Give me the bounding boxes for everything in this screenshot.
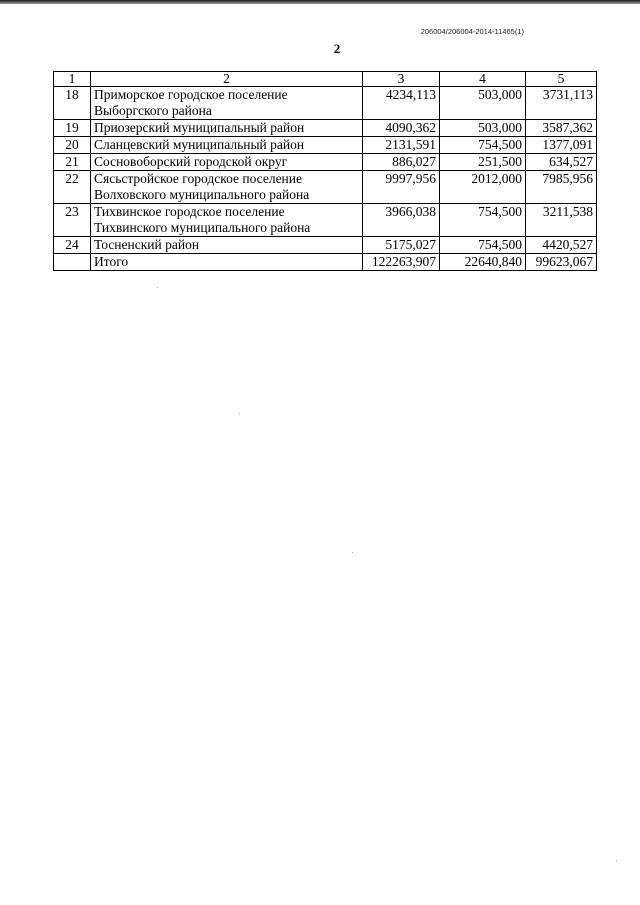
column-header-2: 2 [91,72,363,87]
total-value-3: 122263,907 [363,254,440,271]
column-header-4: 4 [440,72,526,87]
row-name-line: Приморское городское поселение [94,87,288,102]
row-name-line: Сланцевский муниципальный район [94,137,305,152]
row-value-3: 886,027 [363,154,440,171]
row-value-3: 4090,362 [363,120,440,137]
row-value-4: 503,000 [440,87,526,120]
table-row [54,87,597,120]
table-row [54,204,597,237]
table-row [54,154,597,171]
table-header-row [54,72,597,87]
row-name-line: Тосненский район [94,237,200,252]
column-header-1: 1 [54,72,91,87]
table-row [54,137,597,154]
row-value-3: 4234,113 [363,87,440,120]
scan-speck [239,413,240,414]
row-value-5: 1377,091 [526,137,597,154]
row-number: 19 [54,120,91,137]
scan-speck [616,860,617,861]
row-name [91,171,363,204]
row-number: 23 [54,204,91,237]
row-number: 20 [54,137,91,154]
table-total-row [54,254,597,271]
row-value-5: 634,527 [526,154,597,171]
row-number: 22 [54,171,91,204]
row-value-3: 3966,038 [363,204,440,237]
column-header-5: 5 [526,72,597,87]
row-name-line: Приозерский муниципальный район [94,120,305,135]
row-name-line: Выборгского района [94,103,212,118]
row-number: 18 [54,87,91,120]
document-id: 206004/206004-2014-11465(1) [420,27,524,36]
row-name [91,204,363,237]
row-name-line: Тихвинского муниципального района [94,220,311,235]
scan-speck [352,552,353,553]
row-value-3: 2131,591 [363,137,440,154]
row-value-5: 3587,362 [526,120,597,137]
row-name [91,237,363,254]
row-number: 21 [54,154,91,171]
total-label: Итого [91,254,363,271]
row-value-4: 2012,000 [440,171,526,204]
total-value-4: 22640,840 [440,254,526,271]
column-header-3: 3 [363,72,440,87]
row-name [91,154,363,171]
table-row [54,237,597,254]
row-value-4: 251,500 [440,154,526,171]
scan-speck [157,287,158,288]
row-value-5: 7985,956 [526,171,597,204]
row-name-line: Сясьстройское городское поселение [94,171,302,186]
scan-top-edge [0,0,640,4]
table-row [54,120,597,137]
row-value-4: 503,000 [440,120,526,137]
row-name [91,120,363,137]
row-value-4: 754,500 [440,204,526,237]
table-row [54,171,597,204]
row-value-5: 3211,538 [526,204,597,237]
data-table [53,71,597,271]
total-number [54,254,91,271]
row-number: 24 [54,237,91,254]
row-name [91,87,363,120]
row-name-line: Тихвинское городское поселение [94,204,285,219]
row-value-3: 5175,027 [363,237,440,254]
row-name-line: Волховского муниципального района [94,187,310,202]
total-value-5: 99623,067 [526,254,597,271]
row-name [91,137,363,154]
row-name-line: Сосновоборский городской округ [94,154,288,169]
row-value-4: 754,500 [440,237,526,254]
row-value-3: 9997,956 [363,171,440,204]
row-value-5: 4420,527 [526,237,597,254]
row-value-5: 3731,113 [526,87,597,120]
row-value-4: 754,500 [440,137,526,154]
page-number: 2 [333,41,341,56]
